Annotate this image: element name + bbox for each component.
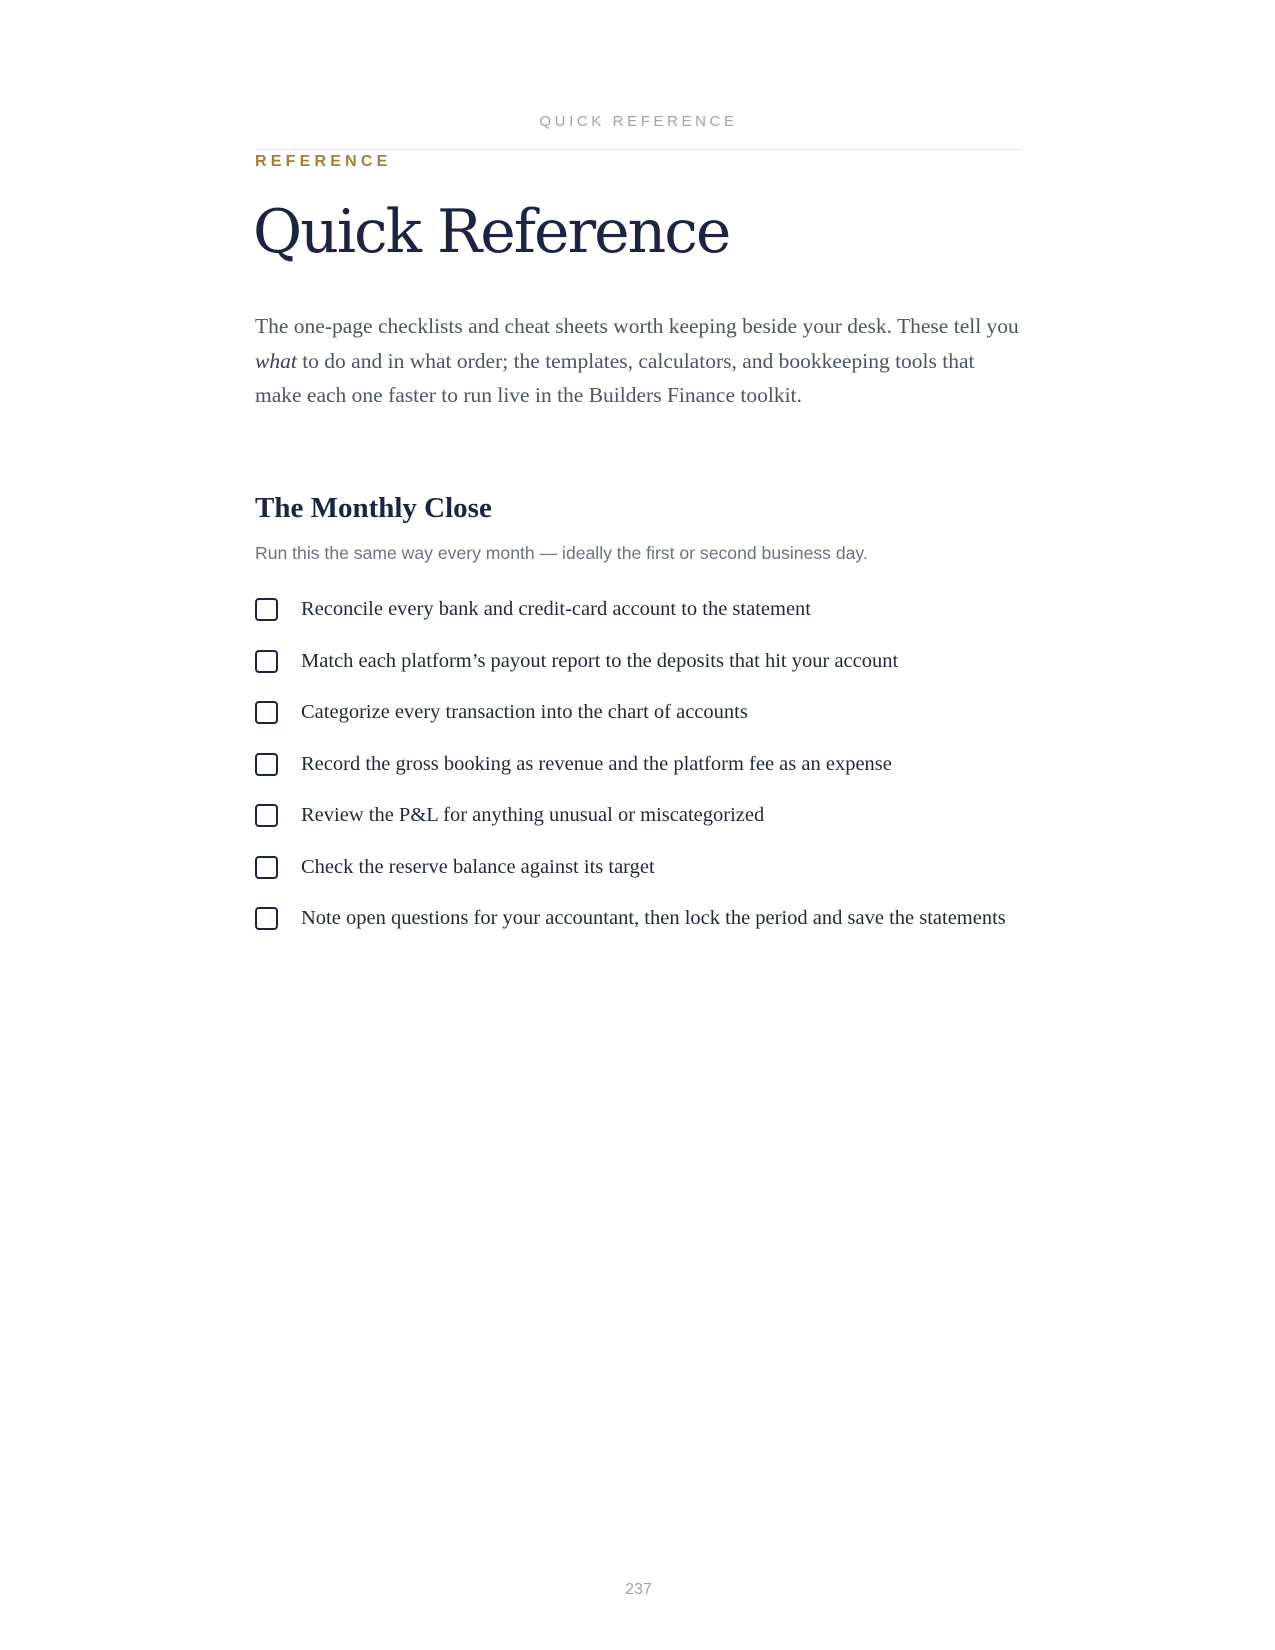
checklist-item-label: Review the P&L for anything unusual or miscategorized <box>301 804 765 826</box>
checkbox[interactable] <box>255 701 278 724</box>
checkbox[interactable] <box>255 753 278 776</box>
checklist-item <box>255 852 1015 883</box>
checklist-item <box>255 697 1015 728</box>
section-subtitle: Run this the same way every month — ideally the first or second business day. <box>255 543 868 563</box>
page-number: 237 <box>625 1581 652 1598</box>
checklist-item <box>255 800 1015 831</box>
intro-paragraph <box>255 309 1025 413</box>
checkbox[interactable] <box>255 804 278 827</box>
checkbox[interactable] <box>255 856 278 879</box>
checklist-item-label: Reconcile every bank and credit-card account to the statement <box>301 598 811 620</box>
checklist-item-label: Note open questions for your accountant, then lock the period and save the statements <box>301 907 1006 929</box>
checkbox[interactable] <box>255 650 278 673</box>
checklist-item <box>255 594 1015 625</box>
checklist-item <box>255 749 1015 780</box>
checkbox[interactable] <box>255 907 278 930</box>
checklist-item-label: Match each platform’s payout report to the deposits that hit your account <box>301 649 899 672</box>
intro-text-end: to do and in what order; the templates, calculators, and bookkeeping tools that make each one faster to run live in the Builders Finance toolkit. <box>255 348 975 407</box>
header-divider <box>255 149 1022 150</box>
page-title: Quick Reference <box>253 197 730 267</box>
checklist-item <box>255 903 1015 934</box>
intro-emphasis: what <box>255 348 297 373</box>
section-eyebrow: REFERENCE <box>255 153 392 170</box>
section-title: The Monthly Close <box>255 492 492 524</box>
checklist-item-label: Categorize every transaction into the chart of accounts <box>301 701 748 723</box>
checklist-item <box>255 646 1015 677</box>
monthly-close-checklist <box>255 594 1015 955</box>
checklist-item-label: Check the reserve balance against its target <box>301 855 655 878</box>
running-header: QUICK REFERENCE <box>539 113 738 130</box>
checklist-item-label: Record the gross booking as revenue and the platform fee as an expense <box>301 752 892 775</box>
checkbox[interactable] <box>255 598 278 621</box>
intro-text-start: The one-page checklists and cheat sheets worth keeping beside your desk. These tell you <box>255 314 1019 338</box>
